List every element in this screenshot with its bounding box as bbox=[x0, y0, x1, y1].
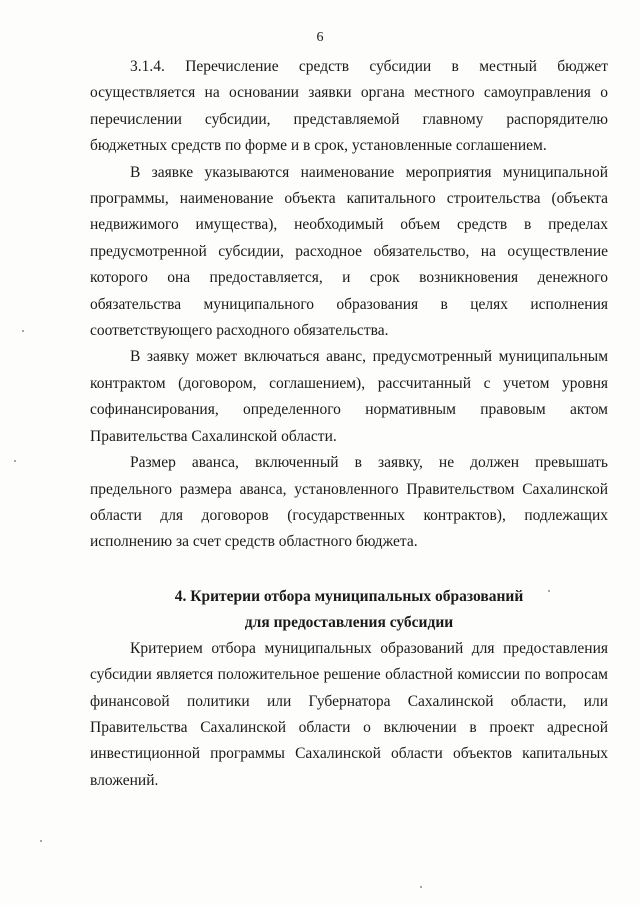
scan-speck bbox=[420, 886, 422, 888]
section-heading: 4. Критерии отбора муниципальных образований bbox=[174, 587, 524, 605]
paragraph-advance-limit: Размер аванса, включенный в заявку, не должен превышать предельного размера аванса, установленного Правительством Сахалинской области для договоров (государственных контрактов), подлежащих исполнению за счет средств областного бюджета. bbox=[90, 454, 608, 551]
scan-speck bbox=[40, 840, 42, 842]
paragraph-3-1-4: 3.1.4. Перечисление средств субсидии в местный бюджет осуществляется на основании заявки органа местного самоуправления о перечислении субсидии, представляемой главному распорядителю бюджетных средств по форме и в срок, установленные соглашением. bbox=[90, 58, 608, 155]
paragraph-selection-criteria: Критерием отбора муниципальных образований для предоставления субсидии является положительное решение областной комиссии по вопросам финансовой политики или Губернатора Сахалинской области, или Правительства Сахалинской области о включении в проект адресной инвестиционной программы Сахалинской области объектов капитальных вложений. bbox=[90, 639, 608, 789]
paragraph-advance-inclusion: В заявку может включаться аванс, предусмотренный муниципальным контрактом (договором, соглашением), рассчитанный с учетом уровня софинансирования, определенного нормативным правовым актом Правительства Сахалинской области. bbox=[90, 348, 608, 445]
page-number: 6 bbox=[316, 30, 324, 45]
section-heading-subtitle: для предоставления субсидии bbox=[244, 613, 454, 631]
paragraph-application-contents: В заявке указываются наименование мероприятия муниципальной программы, наименование объекта капитального строительства (объекта недвижимого имущества), необходимый объем средств в пределах предусмотренной субсидии, расходное обязательство, на осуществление которого она предоставляется, и срок возникновения денежного обязательства муниципального образования в целях исполнения соответствующего расходного обязательства. bbox=[90, 163, 608, 340]
scan-speck bbox=[14, 460, 16, 462]
scan-speck bbox=[548, 590, 550, 592]
section-spacer bbox=[90, 556, 608, 570]
document-body bbox=[90, 54, 608, 794]
scan-speck bbox=[22, 330, 24, 332]
